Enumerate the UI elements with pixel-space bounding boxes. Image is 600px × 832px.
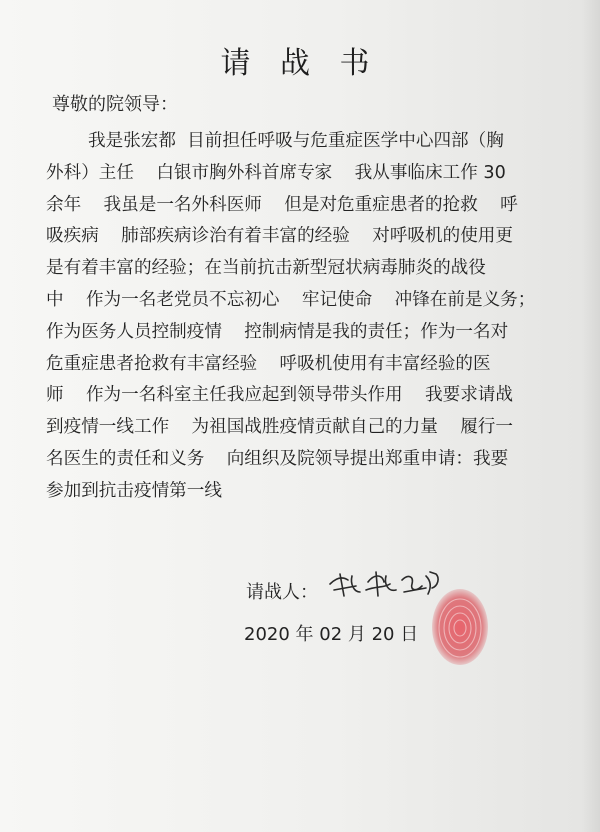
body-line: 是有着丰富的经验；在当前抗击新型冠状病毒肺炎的战役: [46, 258, 486, 279]
greeting-line: 尊敬的院领导：: [52, 94, 178, 115]
signer-label: 请战人：: [246, 582, 318, 603]
body-line: 师 作为一名科室主任我应起到领导带头作用 我要求请战: [46, 385, 513, 406]
signing-date: 2020 年 02 月 20 日: [244, 624, 419, 645]
document-title: 请 战 书: [220, 46, 380, 81]
body-line: 作为医务人员控制疫情 控制病情是我的责任；作为一名对: [46, 321, 509, 342]
red-fingerprint-seal: [428, 586, 492, 668]
body-line: 到疫情一线工作 为祖国战胜疫情贡献自己的力量 履行一: [46, 417, 513, 438]
body-line: 余年 我虽是一名外科医师 但是对危重症患者的抢救 呼: [46, 194, 518, 215]
letter-body: [46, 126, 586, 508]
body-line: 外科）主任 白银市胸外科首席专家 我从事临床工作 30: [46, 162, 506, 183]
body-line: 参加到抗击疫情第一线: [46, 480, 222, 501]
body-line: 名医生的责任和义务 向组织及院领导提出郑重申请：我要: [46, 448, 509, 469]
body-line: 中 作为一名老党员不忘初心 牢记使命 冲锋在前是义务；: [46, 289, 536, 310]
body-line: 危重症患者抢救有丰富经验 呼吸机使用有丰富经验的医: [46, 353, 491, 374]
body-line: 我是张宏都 目前担任呼吸与危重症医学中心四部（胸: [88, 131, 504, 151]
body-line: 吸疾病 肺部疾病诊治有着丰富的经验 对呼吸机的使用更: [46, 226, 513, 247]
